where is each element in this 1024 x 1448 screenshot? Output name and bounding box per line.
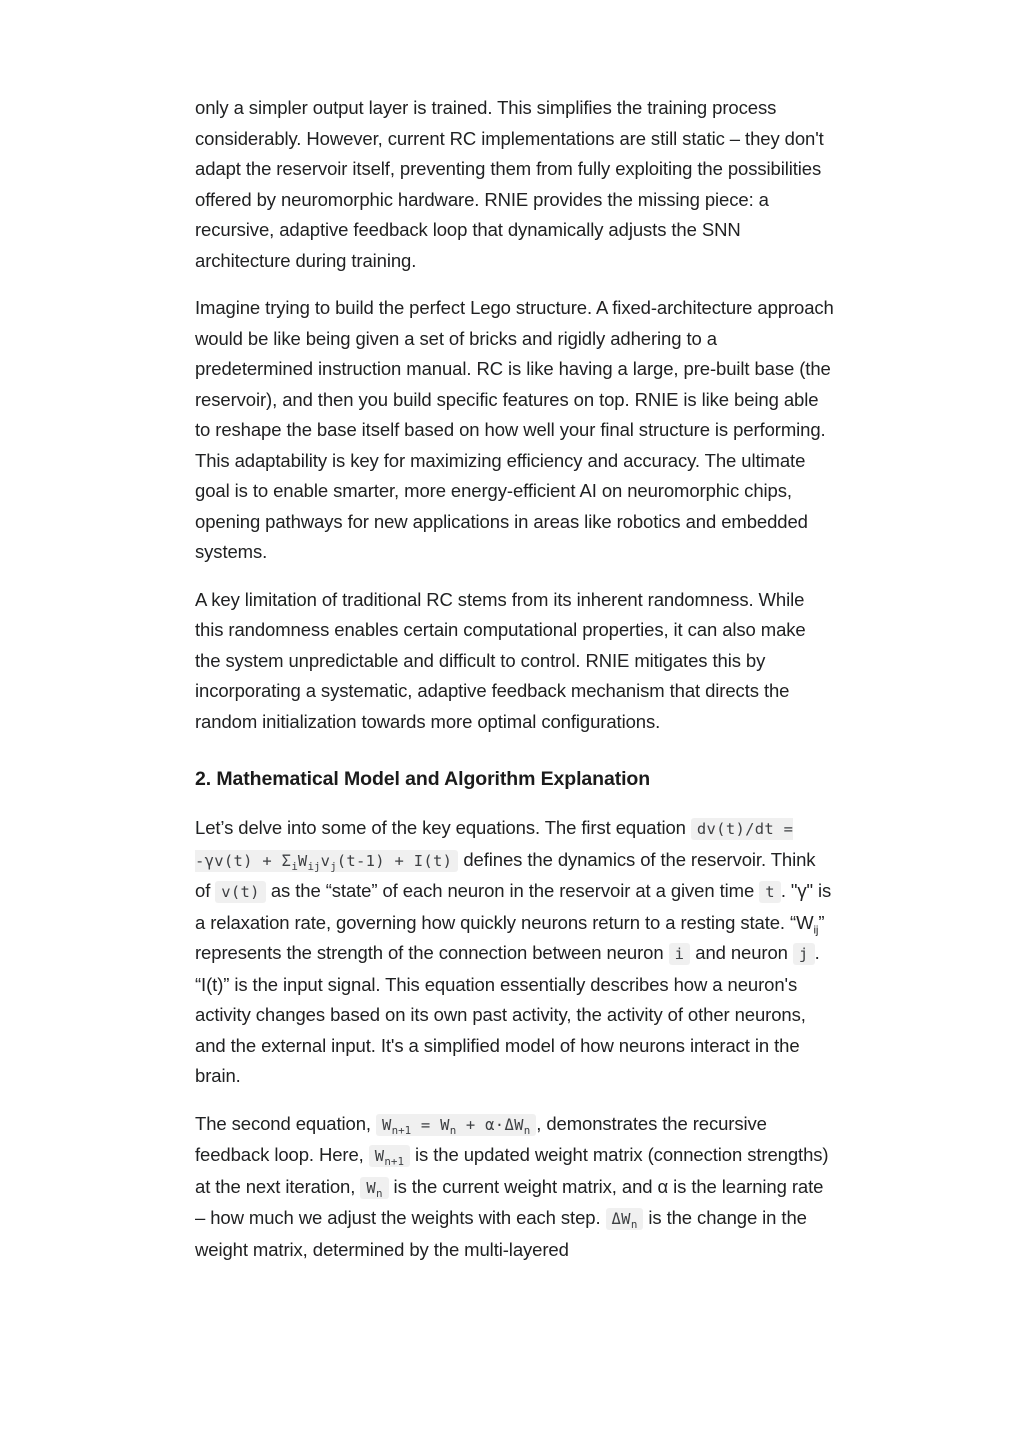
inline-code: j <box>793 943 815 965</box>
code-subscript: j <box>330 859 337 873</box>
code-subscript: n+1 <box>391 1123 412 1137</box>
inline-code: t <box>759 881 781 903</box>
document-content <box>195 93 835 1265</box>
code-subscript: n <box>449 1123 457 1137</box>
section-heading: 2. Mathematical Model and Algorithm Explanation <box>195 768 651 790</box>
code-subscript: n <box>630 1218 638 1232</box>
code-subscript: n <box>375 1186 383 1200</box>
code-subscript: ij <box>307 859 321 873</box>
inline-code: i <box>669 943 691 965</box>
code-subscript: n <box>523 1123 531 1137</box>
paragraph-4: Let’s delve into some of the key equations. The first equation $dv(t)/dt = -\gamma v(t) + \Sigma_iW_{ij}v_j(t-1) + I(t)$ defines the dynamics of the reservoir. Think of v(t) as the “state” of each neuron in the reservoir at a given time t . "γ" is a relaxation rate, governing how quickly neurons return to a resting state. “$W_{ij}$” represents the strength of the connection between neuron i and neuron j . “I(t)” is the input signal. This equation essentially describes how a neuron's activity changes based on its own past activity, the activity of other neurons, and the external input. It's a simplified model of how neurons interact in the brain. <box>195 817 832 1086</box>
inline-code: $W_n$ <box>360 1177 388 1199</box>
inline-code: $W_{n+1} = W_n + \alpha\cdot\Delta W_n$ <box>376 1114 536 1136</box>
subscript-text: ij <box>813 924 819 937</box>
paragraph-5: The second equation, $W_{n+1} = W_n + \alpha\cdot\Delta W_n$ , demonstrates the recursive feedback loop. Here, $W_{n+1}$ is the updated weight matrix (connection strengths) at the next iteration, $W_n$ is the current weight matrix, and α is the learning rate – how much we adjust the weights with each step. $\Delta W_n$ is the change in the weight matrix, determined by the multi-layered <box>195 1112 829 1260</box>
paragraph-3: A key limitation of traditional RC stems from its inherent randomness. While this randomness enables certain computational properties, it can also make the system unpredictable and difficult to control. RNIE mitigates this by incorporating a systematic, adaptive feedback mechanism that directs the random initialization towards more optimal configurations. <box>195 588 806 732</box>
inline-code: $\Delta W_n$ <box>606 1208 644 1230</box>
inline-code: v(t) <box>215 881 266 903</box>
code-subscript: n+1 <box>384 1155 404 1169</box>
inline-code: $dv(t)/dt = -\gamma v(t) + \Sigma_iW_{ij}v_j(t-1) + I(t)$ <box>195 820 794 873</box>
paragraph-2: Imagine trying to build the perfect Lego structure. A fixed-architecture approach would be like being given a set of bricks and rigidly adhering to a predetermined instruction manual. RC is like having a large, pre-built base (the reservoir), and then you build specific features on top. RNIE is like being able to reshape the base itself based on how well your final structure is performing. This adaptability is key for maximizing efficiency and accuracy. The ultimate goal is to enable smarter, more energy-efficient AI on neuromorphic chips, opening pathways for new applications in areas like robotics and embedded systems. <box>195 297 834 562</box>
paragraph-1: only a simpler output layer is trained. This simplifies the training process considerably. However, current RC implementations are still static – they don't adapt the reservoir itself, preventing them from fully exploiting the possibilities offered by neuromorphic hardware. RNIE provides the missing piece: a recursive, adaptive feedback loop that dynamically adjusts the SNN architecture during training. <box>195 97 824 271</box>
inline-code: $W_{n+1}$ <box>369 1145 410 1167</box>
code-subscript: i <box>291 859 298 873</box>
